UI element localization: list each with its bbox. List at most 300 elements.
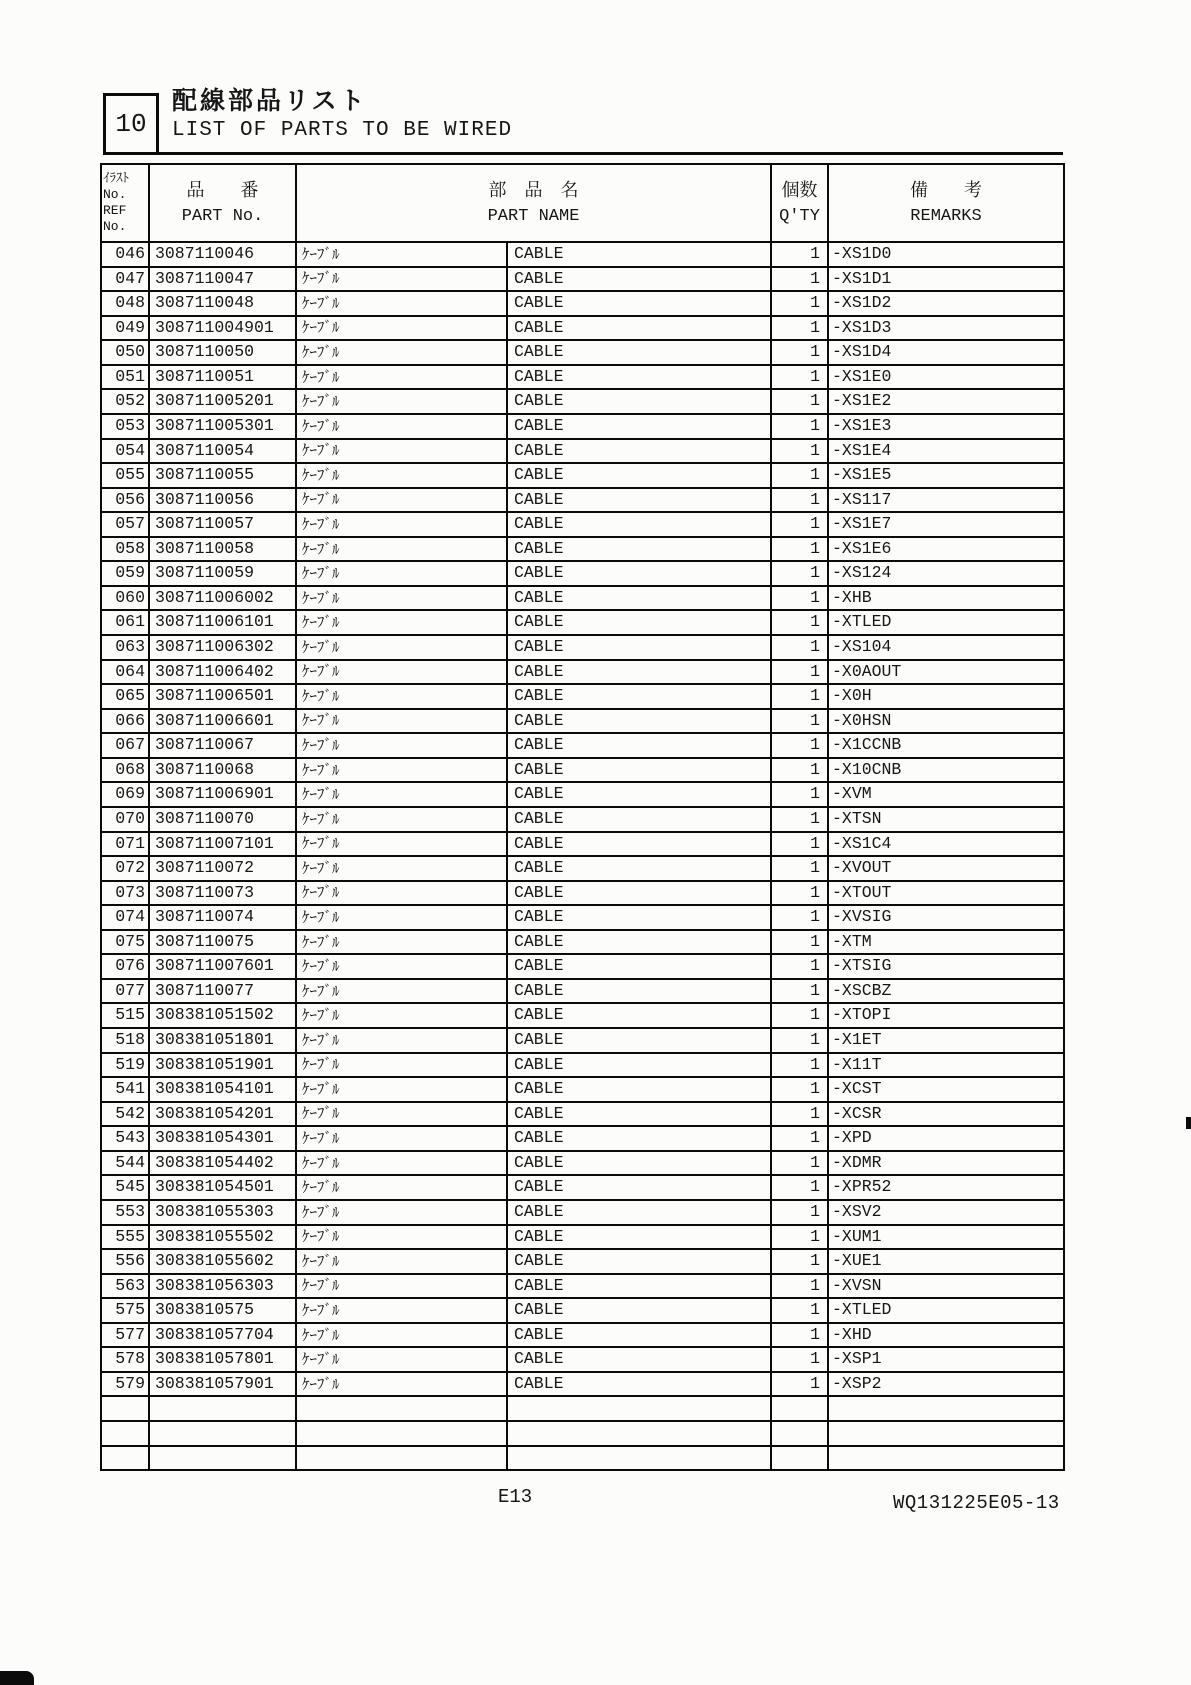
- empty-table-row: [101, 1396, 1064, 1421]
- part-no-cell: 308711004901: [149, 316, 296, 341]
- part-name-en-cell: CABLE: [507, 1102, 771, 1127]
- part-name-en-cell: [507, 1421, 771, 1446]
- remarks-cell: -X11T: [828, 1053, 1064, 1078]
- part-no-cell: 3087110054: [149, 439, 296, 464]
- part-name-en-cell: CABLE: [507, 930, 771, 955]
- part-no-cell: [149, 1446, 296, 1471]
- table-row: [101, 1126, 1064, 1151]
- part-name-jp-cell: ｹｰﾌﾞﾙ: [296, 930, 507, 955]
- part-name-en-cell: CABLE: [507, 537, 771, 562]
- part-no-cell: 308381054101: [149, 1077, 296, 1102]
- part-name-jp-cell: ｹｰﾌﾞﾙ: [296, 586, 507, 611]
- part-name-en-cell: [507, 1396, 771, 1421]
- table-row: [101, 586, 1064, 611]
- ref-no-cell: 545: [101, 1175, 149, 1200]
- qty-cell: 1: [771, 610, 828, 635]
- table-row: [101, 537, 1064, 562]
- ref-no-cell: 070: [101, 807, 149, 832]
- document-number: WQ131225E05-13: [893, 1492, 1060, 1514]
- part-name-en-cell: CABLE: [507, 316, 771, 341]
- part-name-en-cell: CABLE: [507, 733, 771, 758]
- header-underline: [159, 152, 1063, 155]
- ref-no-cell: 053: [101, 414, 149, 439]
- part-name-en-cell: CABLE: [507, 1323, 771, 1348]
- table-row: [101, 1298, 1064, 1323]
- part-name-en-cell: CABLE: [507, 1200, 771, 1225]
- part-name-en-cell: CABLE: [507, 1028, 771, 1053]
- qty-cell: 1: [771, 291, 828, 316]
- part-name-en-cell: CABLE: [507, 881, 771, 906]
- part-no-cell: 308711006901: [149, 782, 296, 807]
- part-name-en-cell: CABLE: [507, 586, 771, 611]
- part-name-en-cell: CABLE: [507, 610, 771, 635]
- part-name-jp-cell: ｹｰﾌﾞﾙ: [296, 1372, 507, 1397]
- qty-cell: 1: [771, 1323, 828, 1348]
- qty-cell: 1: [771, 463, 828, 488]
- table-row: [101, 291, 1064, 316]
- qty-cell: 1: [771, 1102, 828, 1127]
- ref-no-cell: 553: [101, 1200, 149, 1225]
- table-row: [101, 660, 1064, 685]
- table-row: [101, 1077, 1064, 1102]
- qty-cell: 1: [771, 782, 828, 807]
- part-name-jp-cell: ｹｰﾌﾞﾙ: [296, 1028, 507, 1053]
- part-no-cell: 3087110056: [149, 488, 296, 513]
- remarks-cell: -XS1E7: [828, 512, 1064, 537]
- remarks-cell: -XCST: [828, 1077, 1064, 1102]
- table-row: [101, 1175, 1064, 1200]
- part-no-cell: 308381051901: [149, 1053, 296, 1078]
- part-name-en-cell: CABLE: [507, 1053, 771, 1078]
- ref-no-cell: 541: [101, 1077, 149, 1102]
- qty-cell: [771, 1396, 828, 1421]
- qty-cell: 1: [771, 439, 828, 464]
- ref-no-cell: 068: [101, 758, 149, 783]
- part-no-cell: 3087110048: [149, 291, 296, 316]
- ref-no-cell: 049: [101, 316, 149, 341]
- part-name-jp-cell: ｹｰﾌﾞﾙ: [296, 1298, 507, 1323]
- part-name-en-cell: CABLE: [507, 1225, 771, 1250]
- part-name-en-cell: CABLE: [507, 340, 771, 365]
- part-name-jp-cell: ｹｰﾌﾞﾙ: [296, 832, 507, 857]
- part-name-jp-cell: ｹｰﾌﾞﾙ: [296, 1249, 507, 1274]
- part-name-en-cell: CABLE: [507, 463, 771, 488]
- part-no-cell: 308711007601: [149, 954, 296, 979]
- ref-no-cell: 077: [101, 979, 149, 1004]
- part-name-en-cell: CABLE: [507, 807, 771, 832]
- table-row: [101, 905, 1064, 930]
- header-part-no-jp: 品 番: [186, 179, 259, 201]
- part-name-jp-cell: ｹｰﾌﾞﾙ: [296, 291, 507, 316]
- ref-no-cell: 064: [101, 660, 149, 685]
- qty-cell: 1: [771, 832, 828, 857]
- part-no-cell: 308711005201: [149, 389, 296, 414]
- remarks-cell: [828, 1421, 1064, 1446]
- remarks-cell: -XPR52: [828, 1175, 1064, 1200]
- part-no-cell: 308711006501: [149, 684, 296, 709]
- qty-cell: 1: [771, 905, 828, 930]
- part-no-cell: 3087110072: [149, 856, 296, 881]
- ref-no-cell: [101, 1446, 149, 1471]
- ref-no-cell: [101, 1396, 149, 1421]
- ref-no-cell: 052: [101, 389, 149, 414]
- ref-no-cell: 071: [101, 832, 149, 857]
- part-no-cell: 308711006601: [149, 709, 296, 734]
- qty-cell: [771, 1421, 828, 1446]
- qty-cell: 1: [771, 709, 828, 734]
- table-row: [101, 733, 1064, 758]
- part-no-cell: 3087110055: [149, 463, 296, 488]
- part-no-cell: 308381057901: [149, 1372, 296, 1397]
- header-remarks-jp: 備 考: [910, 179, 983, 201]
- part-name-jp-cell: ｹｰﾌﾞﾙ: [296, 1274, 507, 1299]
- part-no-cell: 308381057801: [149, 1347, 296, 1372]
- ref-no-cell: 067: [101, 733, 149, 758]
- part-no-cell: 308381054402: [149, 1151, 296, 1176]
- remarks-cell: -XHD: [828, 1323, 1064, 1348]
- table-row: [101, 414, 1064, 439]
- table-row: [101, 1249, 1064, 1274]
- qty-cell: 1: [771, 512, 828, 537]
- part-no-cell: 308381051801: [149, 1028, 296, 1053]
- ref-no-cell: 575: [101, 1298, 149, 1323]
- ref-no-cell: 555: [101, 1225, 149, 1250]
- table-row: [101, 1151, 1064, 1176]
- part-no-cell: 308711006002: [149, 586, 296, 611]
- ref-no-cell: 074: [101, 905, 149, 930]
- table-row: [101, 1053, 1064, 1078]
- table-row: [101, 832, 1064, 857]
- table-row: [101, 782, 1064, 807]
- qty-cell: 1: [771, 537, 828, 562]
- ref-no-cell: 061: [101, 610, 149, 635]
- ref-no-cell: 577: [101, 1323, 149, 1348]
- qty-cell: 1: [771, 1175, 828, 1200]
- part-name-jp-cell: ｹｰﾌﾞﾙ: [296, 782, 507, 807]
- empty-table-row: [101, 1421, 1064, 1446]
- section-number: 10: [115, 109, 147, 139]
- table-row: [101, 1225, 1064, 1250]
- table-row: [101, 340, 1064, 365]
- remarks-cell: -XS1C4: [828, 832, 1064, 857]
- remarks-cell: -XSV2: [828, 1200, 1064, 1225]
- part-name-en-cell: CABLE: [507, 1077, 771, 1102]
- remarks-cell: -XTOPI: [828, 1003, 1064, 1028]
- ref-no-cell: 515: [101, 1003, 149, 1028]
- ref-no-cell: 048: [101, 291, 149, 316]
- remarks-cell: -XS117: [828, 488, 1064, 513]
- part-name-jp-cell: ｹｰﾌﾞﾙ: [296, 1077, 507, 1102]
- ref-no-cell: 578: [101, 1347, 149, 1372]
- qty-cell: 1: [771, 1347, 828, 1372]
- part-name-en-cell: CABLE: [507, 905, 771, 930]
- ref-no-cell: 069: [101, 782, 149, 807]
- part-no-cell: 308381055303: [149, 1200, 296, 1225]
- qty-cell: 1: [771, 1077, 828, 1102]
- part-name-jp-cell: ｹｰﾌﾞﾙ: [296, 414, 507, 439]
- ref-no-cell: 050: [101, 340, 149, 365]
- table-row: [101, 242, 1064, 267]
- part-name-jp-cell: ｹｰﾌﾞﾙ: [296, 537, 507, 562]
- part-name-jp-cell: ｹｰﾌﾞﾙ: [296, 1126, 507, 1151]
- remarks-cell: -XTLED: [828, 610, 1064, 635]
- part-no-cell: 3087110075: [149, 930, 296, 955]
- scan-artifact-bottom-left: [0, 1671, 34, 1685]
- part-name-jp-cell: ｹｰﾌﾞﾙ: [296, 488, 507, 513]
- qty-cell: 1: [771, 930, 828, 955]
- ref-no-cell: [101, 1421, 149, 1446]
- part-name-en-cell: CABLE: [507, 1249, 771, 1274]
- ref-no-cell: 519: [101, 1053, 149, 1078]
- part-no-cell: 3087110057: [149, 512, 296, 537]
- remarks-cell: -X0HSN: [828, 709, 1064, 734]
- table-row: [101, 684, 1064, 709]
- part-name-en-cell: CABLE: [507, 414, 771, 439]
- remarks-cell: -XS1D1: [828, 267, 1064, 292]
- part-name-jp-cell: [296, 1396, 507, 1421]
- remarks-cell: -XS1D3: [828, 316, 1064, 341]
- part-name-jp-cell: ｹｰﾌﾞﾙ: [296, 610, 507, 635]
- part-no-cell: [149, 1421, 296, 1446]
- ref-no-cell: 065: [101, 684, 149, 709]
- remarks-cell: -XPD: [828, 1126, 1064, 1151]
- remarks-cell: -XS1D0: [828, 242, 1064, 267]
- ref-no-cell: 056: [101, 488, 149, 513]
- remarks-cell: -XDMR: [828, 1151, 1064, 1176]
- part-no-cell: 308711005301: [149, 414, 296, 439]
- remarks-cell: -X0AOUT: [828, 660, 1064, 685]
- qty-cell: 1: [771, 561, 828, 586]
- qty-cell: 1: [771, 340, 828, 365]
- remarks-cell: -XS1E5: [828, 463, 1064, 488]
- table-row: [101, 807, 1064, 832]
- header-part-name-jp: 部 品 名: [488, 179, 579, 201]
- qty-cell: 1: [771, 414, 828, 439]
- part-name-en-cell: CABLE: [507, 954, 771, 979]
- page-title-english: LIST OF PARTS TO BE WIRED: [172, 119, 513, 142]
- part-no-cell: 308711006402: [149, 660, 296, 685]
- part-name-en-cell: CABLE: [507, 1372, 771, 1397]
- remarks-cell: -XVSN: [828, 1274, 1064, 1299]
- table-row: [101, 979, 1064, 1004]
- part-name-en-cell: CABLE: [507, 389, 771, 414]
- part-no-cell: 3087110051: [149, 365, 296, 390]
- ref-no-cell: 055: [101, 463, 149, 488]
- qty-cell: [771, 1446, 828, 1471]
- part-name-en-cell: CABLE: [507, 1151, 771, 1176]
- part-no-cell: 3087110077: [149, 979, 296, 1004]
- ref-no-cell: 073: [101, 881, 149, 906]
- title-block: [172, 86, 512, 142]
- part-no-cell: 3087110059: [149, 561, 296, 586]
- header-remarks-en: REMARKS: [910, 206, 982, 226]
- part-name-jp-cell: ｹｰﾌﾞﾙ: [296, 389, 507, 414]
- page-title-japanese: 配線部品リスト: [172, 86, 368, 115]
- ref-no-cell: 047: [101, 267, 149, 292]
- table-row: [101, 463, 1064, 488]
- table-row: [101, 365, 1064, 390]
- table-row: [101, 1028, 1064, 1053]
- table-row: [101, 316, 1064, 341]
- part-name-jp-cell: ｹｰﾌﾞﾙ: [296, 1003, 507, 1028]
- table-row: [101, 1323, 1064, 1348]
- header-qty: [771, 164, 828, 242]
- remarks-cell: -XS1E3: [828, 414, 1064, 439]
- header-part-name: [296, 164, 771, 242]
- part-name-jp-cell: ｹｰﾌﾞﾙ: [296, 561, 507, 586]
- part-name-en-cell: CABLE: [507, 1298, 771, 1323]
- part-no-cell: 3087110047: [149, 267, 296, 292]
- part-no-cell: 308381055602: [149, 1249, 296, 1274]
- ref-no-cell: 046: [101, 242, 149, 267]
- part-name-jp-cell: ｹｰﾌﾞﾙ: [296, 758, 507, 783]
- ref-no-cell: 543: [101, 1126, 149, 1151]
- header-qty-en: Q'TY: [779, 206, 820, 226]
- part-name-jp-cell: ｹｰﾌﾞﾙ: [296, 684, 507, 709]
- part-name-en-cell: CABLE: [507, 512, 771, 537]
- remarks-cell: -XTM: [828, 930, 1064, 955]
- qty-cell: 1: [771, 1028, 828, 1053]
- ref-no-cell: 563: [101, 1274, 149, 1299]
- table-row: [101, 439, 1064, 464]
- qty-cell: 1: [771, 365, 828, 390]
- remarks-cell: -X10CNB: [828, 758, 1064, 783]
- part-name-jp-cell: ｹｰﾌﾞﾙ: [296, 1323, 507, 1348]
- part-no-cell: 308711006101: [149, 610, 296, 635]
- part-no-cell: 308711006302: [149, 635, 296, 660]
- remarks-cell: -XTSIG: [828, 954, 1064, 979]
- table-row: [101, 635, 1064, 660]
- qty-cell: 1: [771, 856, 828, 881]
- part-name-en-cell: CABLE: [507, 365, 771, 390]
- part-name-en-cell: CABLE: [507, 979, 771, 1004]
- part-name-jp-cell: ｹｰﾌﾞﾙ: [296, 1151, 507, 1176]
- page-number: E13: [498, 1486, 533, 1508]
- remarks-cell: -XS1D4: [828, 340, 1064, 365]
- part-name-en-cell: CABLE: [507, 488, 771, 513]
- table-row: [101, 1274, 1064, 1299]
- remarks-cell: -XTSN: [828, 807, 1064, 832]
- header-ref-line-1: ｲﾗｽﾄ: [103, 170, 129, 186]
- remarks-cell: -X0H: [828, 684, 1064, 709]
- part-name-jp-cell: ｹｰﾌﾞﾙ: [296, 635, 507, 660]
- remarks-cell: -XHB: [828, 586, 1064, 611]
- table-row: [101, 1102, 1064, 1127]
- part-name-en-cell: CABLE: [507, 635, 771, 660]
- part-name-jp-cell: [296, 1421, 507, 1446]
- header-ref-line-4: No.: [103, 219, 127, 235]
- part-name-en-cell: CABLE: [507, 561, 771, 586]
- header-qty-jp: 個数: [781, 179, 818, 201]
- table-row: [101, 610, 1064, 635]
- part-name-jp-cell: ｹｰﾌﾞﾙ: [296, 1347, 507, 1372]
- remarks-cell: [828, 1446, 1064, 1471]
- part-name-jp-cell: ｹｰﾌﾞﾙ: [296, 660, 507, 685]
- ref-no-cell: 059: [101, 561, 149, 586]
- part-name-en-cell: CABLE: [507, 439, 771, 464]
- part-name-jp-cell: ｹｰﾌﾞﾙ: [296, 512, 507, 537]
- qty-cell: 1: [771, 1200, 828, 1225]
- table-row: [101, 856, 1064, 881]
- qty-cell: 1: [771, 586, 828, 611]
- header-part-no-en: PART No.: [181, 206, 264, 226]
- qty-cell: 1: [771, 954, 828, 979]
- part-no-cell: 308711007101: [149, 832, 296, 857]
- qty-cell: 1: [771, 1151, 828, 1176]
- part-name-en-cell: CABLE: [507, 684, 771, 709]
- remarks-cell: -XCSR: [828, 1102, 1064, 1127]
- ref-no-cell: 556: [101, 1249, 149, 1274]
- qty-cell: 1: [771, 635, 828, 660]
- remarks-cell: -XVOUT: [828, 856, 1064, 881]
- part-name-jp-cell: ｹｰﾌﾞﾙ: [296, 905, 507, 930]
- part-name-jp-cell: ｹｰﾌﾞﾙ: [296, 1200, 507, 1225]
- part-name-jp-cell: ｹｰﾌﾞﾙ: [296, 365, 507, 390]
- part-no-cell: 3087110050: [149, 340, 296, 365]
- table-row: [101, 488, 1064, 513]
- ref-no-cell: 076: [101, 954, 149, 979]
- table-row: [101, 1372, 1064, 1397]
- part-name-jp-cell: [296, 1446, 507, 1471]
- part-no-cell: 3083810575: [149, 1298, 296, 1323]
- part-name-jp-cell: ｹｰﾌﾞﾙ: [296, 1053, 507, 1078]
- table-row: [101, 512, 1064, 537]
- remarks-cell: -XSCBZ: [828, 979, 1064, 1004]
- ref-no-cell: 051: [101, 365, 149, 390]
- remarks-cell: -XS1E2: [828, 389, 1064, 414]
- ref-no-cell: 066: [101, 709, 149, 734]
- qty-cell: 1: [771, 316, 828, 341]
- ref-no-cell: 542: [101, 1102, 149, 1127]
- qty-cell: 1: [771, 1126, 828, 1151]
- remarks-cell: [828, 1396, 1064, 1421]
- ref-no-cell: 057: [101, 512, 149, 537]
- part-name-jp-cell: ｹｰﾌﾞﾙ: [296, 807, 507, 832]
- part-name-en-cell: CABLE: [507, 856, 771, 881]
- table-row: [101, 389, 1064, 414]
- table-row: [101, 267, 1064, 292]
- qty-cell: 1: [771, 1249, 828, 1274]
- part-name-jp-cell: ｹｰﾌﾞﾙ: [296, 267, 507, 292]
- part-no-cell: 308381057704: [149, 1323, 296, 1348]
- part-name-jp-cell: ｹｰﾌﾞﾙ: [296, 1102, 507, 1127]
- qty-cell: 1: [771, 1003, 828, 1028]
- remarks-cell: -XS104: [828, 635, 1064, 660]
- remarks-cell: -XTOUT: [828, 881, 1064, 906]
- remarks-cell: -X1ET: [828, 1028, 1064, 1053]
- qty-cell: 1: [771, 660, 828, 685]
- remarks-cell: -XUE1: [828, 1249, 1064, 1274]
- header-ref-no: [101, 164, 149, 242]
- remarks-cell: -XUM1: [828, 1225, 1064, 1250]
- part-no-cell: 3087110070: [149, 807, 296, 832]
- parts-table: [100, 163, 1065, 1471]
- section-number-box: [103, 93, 159, 155]
- part-no-cell: 308381054201: [149, 1102, 296, 1127]
- part-no-cell: 3087110046: [149, 242, 296, 267]
- table-header-row: [101, 164, 1064, 242]
- ref-no-cell: 544: [101, 1151, 149, 1176]
- part-name-jp-cell: ｹｰﾌﾞﾙ: [296, 316, 507, 341]
- part-name-en-cell: CABLE: [507, 1126, 771, 1151]
- remarks-cell: -XS1D2: [828, 291, 1064, 316]
- part-no-cell: 3087110058: [149, 537, 296, 562]
- part-name-jp-cell: ｹｰﾌﾞﾙ: [296, 439, 507, 464]
- qty-cell: 1: [771, 1053, 828, 1078]
- part-name-en-cell: CABLE: [507, 709, 771, 734]
- ref-no-cell: 060: [101, 586, 149, 611]
- part-name-en-cell: CABLE: [507, 758, 771, 783]
